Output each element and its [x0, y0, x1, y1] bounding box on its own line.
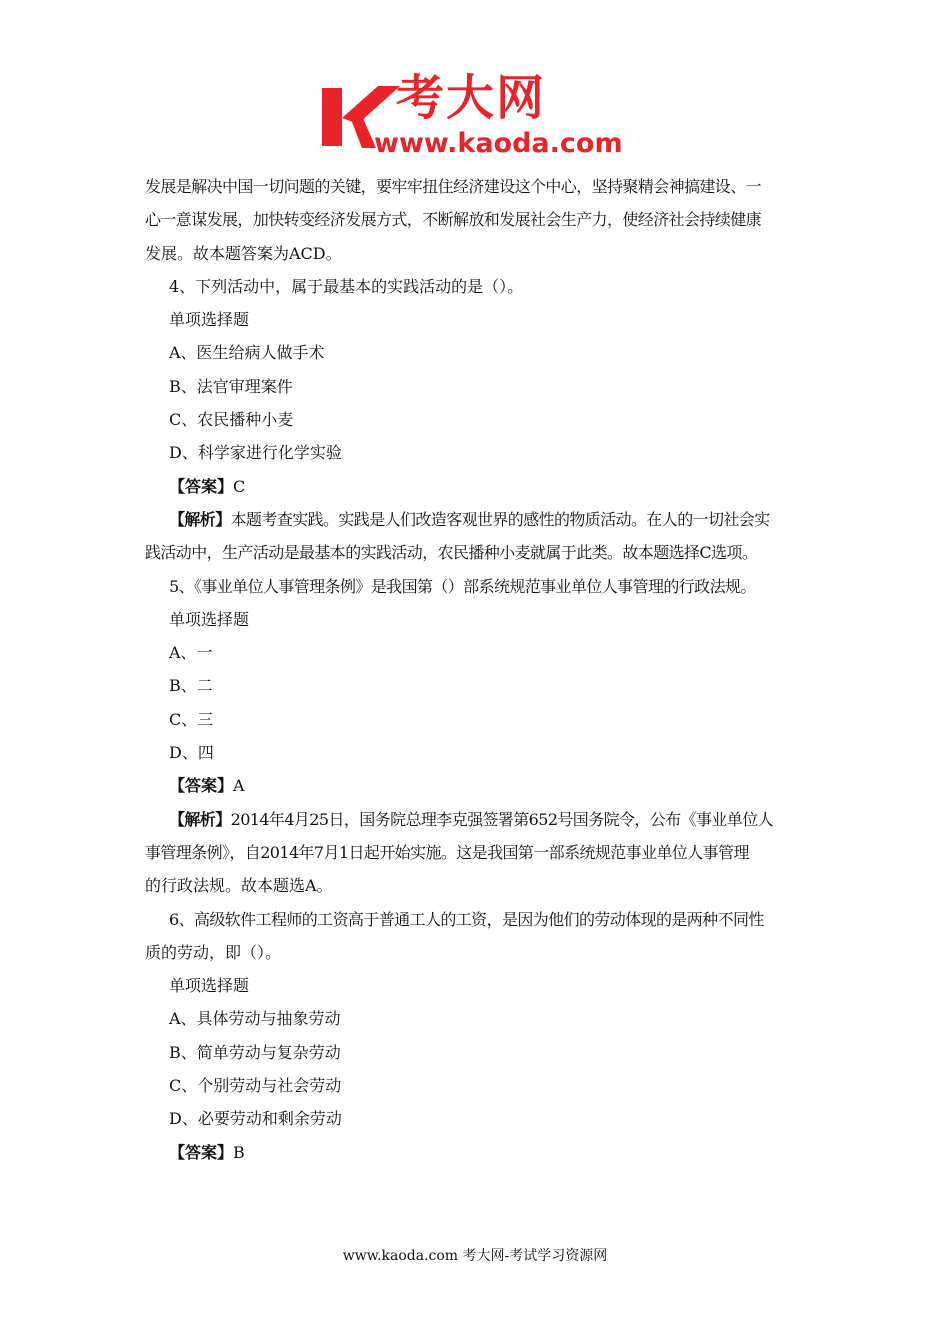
question-4: 4、下列活动中，属于最基本的实践活动的是（）。 [169, 276, 524, 296]
question-6-cont: 质的劳动，即（）。 [145, 942, 282, 962]
explanation-line [145, 503, 815, 536]
explanation-line: 的行政法规。故本题选A。 [145, 876, 333, 896]
option-d: D、必要劳动和剩余劳动 [169, 1109, 342, 1129]
option-c: C、农民播种小麦 [169, 410, 294, 430]
page-footer: www.kaoda.com 考大网-考试学习资源网 [342, 1248, 608, 1264]
option-a: A、医生给病人做手术 [169, 343, 325, 363]
answer-value: C [233, 476, 246, 496]
option-d: D、四 [169, 743, 214, 763]
explanation-line: 践活动中，生产活动是最基本的实践活动，农民播种小麦就属于此类。故本题选择C选项。 [145, 543, 758, 563]
option-c: C、三 [169, 709, 214, 729]
answer-label: 【答案】 [169, 776, 234, 796]
explanation-line [145, 803, 815, 836]
paragraph-line: 发展是解决中国一切问题的关键，要牢牢扭住经济建设这个中心，坚持聚精会神搞建设、一 [145, 177, 762, 196]
option-d: D、科学家进行化学实验 [169, 443, 342, 463]
paragraph-line: 心一意谋发展，加快转变经济发展方式，不断解放和发展社会生产力，使经济社会持续健康 [145, 210, 762, 230]
explanation-label: 【解析】 [169, 509, 231, 529]
answer-line [145, 769, 815, 802]
option-b: B、法官审理案件 [169, 376, 293, 396]
answer-label: 【答案】 [169, 1142, 234, 1162]
option-a: A、具体劳动与抽象劳动 [169, 1009, 341, 1029]
explanation-text: 2014年4月25日，国务院总理李克强签署第652号国务院令，公布《事业单位人 [230, 809, 774, 829]
answer-line [145, 1136, 815, 1169]
question-type: 单项选择题 [169, 976, 250, 996]
question-type: 单项选择题 [169, 310, 250, 330]
explanation-line: 事管理条例》，自2014年7月1日起开始实施。这是我国第一部系统规范事业单位人事管理 [145, 842, 749, 862]
answer-value: B [233, 1142, 245, 1162]
question-6: 6、高级软件工程师的工资高于普通工人的工资，是因为他们的劳动体现的是两种不同性 [169, 909, 764, 929]
logo-url-text: www.kaoda.com [374, 128, 623, 159]
answer-label: 【答案】 [169, 476, 234, 496]
paragraph-line: 发展。故本题答案为ACD。 [145, 243, 342, 263]
kaoda-logo [318, 70, 648, 162]
question-5: 5、《事业单位人事管理条例》是我国第（）部系统规范事业单位人事管理的行政法规。 [169, 576, 756, 596]
answer-value: A [233, 776, 245, 796]
option-a: A、一 [169, 643, 213, 663]
answer-line [145, 470, 815, 503]
explanation-label: 【解析】 [169, 809, 231, 829]
option-b: B、二 [169, 676, 213, 696]
logo-chinese-text: 考大网 [396, 70, 547, 126]
option-b: B、简单劳动与复杂劳动 [169, 1042, 341, 1062]
option-c: C、个别劳动与社会劳动 [169, 1076, 342, 1096]
document-body [145, 170, 815, 1169]
explanation-text: 本题考查实践。实践是人们改造客观世界的感性的物质活动。在人的一切社会实 [230, 509, 770, 529]
question-type: 单项选择题 [169, 609, 250, 629]
